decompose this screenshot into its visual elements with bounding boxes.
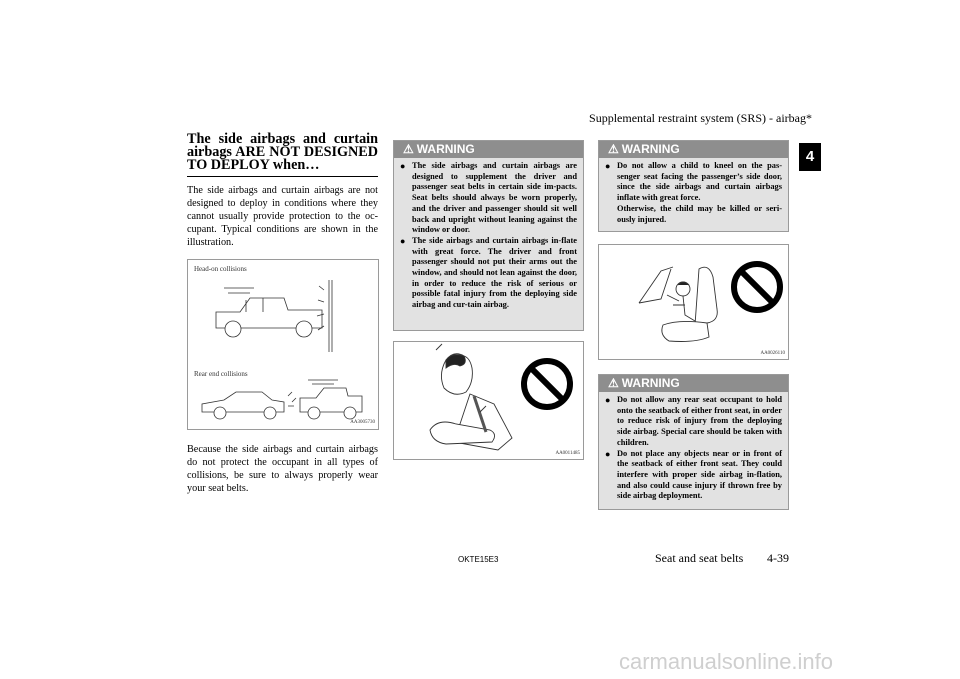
bullet-icon: ● [400, 235, 406, 246]
bullet-icon: ● [605, 395, 611, 405]
warning-box-side-impact [393, 140, 584, 331]
collision-illustration [187, 259, 379, 430]
warning-box-rear-occupant [598, 374, 789, 510]
bullet-icon: ● [400, 161, 406, 171]
wall [317, 280, 332, 352]
leaning-occupant-illustration [393, 341, 584, 460]
watermark: carmanualsonline.info [619, 649, 834, 674]
rear-end-label: Rear end collisions [194, 370, 248, 378]
running-header: Supplemental restraint system (SRS) - airbag* [589, 111, 812, 125]
warning-item: ● Do not allow a child to kneel on the pas-senger seat facing the passenger’s side door, since the side airbags and curtain airbags inflate with great force. Otherwise, the child may be killed or seri-ously injured. [605, 161, 782, 224]
section-heading: The side airbags and curtain airbags ARE NOT DESIGNED TO DEPLOY when… [187, 131, 378, 173]
warning-item: ● Do not allow any rear seat occupant to hold onto the seatback of either front seat, in order to reduce risk of injury from the deploying side airbag. Special care should be taken with children. [605, 395, 782, 447]
warning-item: ● Do not place any objects near or in front of the seatback of either front seat. They could interfere with proper side airbag in-flation, and also could cause injury if thrown free by side airbag deployment. [605, 448, 782, 501]
child-kneeling-illustration [598, 244, 789, 360]
warning-triangle-icon: ⚠ [403, 142, 414, 156]
warning-triangle-icon: ⚠ [608, 376, 619, 390]
seatbelt-paragraph: Because the side airbags and curtain airbags do not protect the occupant in all types of collisions, be sure to always properly wear your seat belts. [187, 444, 378, 494]
warning-title: WARNING [416, 142, 475, 156]
chapter-tab: 4 [799, 143, 821, 171]
warning-triangle-icon: ⚠ [608, 142, 619, 156]
warning-title: WARNING [621, 376, 680, 390]
warning-header [394, 141, 583, 158]
warning-title: WARNING [621, 142, 680, 156]
leaning-occupant-drawing [394, 342, 583, 459]
pickup-truck-head-on [216, 288, 322, 337]
warning-item: ● The side airbags and curtain airbags are designed to supplement the driver and passenger seat belts in certain side im-pacts. Seat belts should always be worn properly, and the driver and passenger should sit well back and upright without leaning against the window or door. [400, 161, 577, 235]
warning-header [599, 141, 788, 158]
person-leaning [430, 344, 512, 450]
prohibition-sign-icon [734, 264, 780, 310]
heading-rule [187, 176, 378, 177]
figure-code: AA0011485 [555, 451, 580, 456]
page-number: 4-39 [767, 551, 789, 565]
seat-and-child [639, 267, 717, 342]
intro-paragraph: The side airbags and curtain airbags are not designed to deploy in conditions where they cannot usually provide protection to the oc-cupant. Typical conditions are shown in the illustration. [187, 185, 378, 248]
bullet-icon: ● [605, 161, 611, 171]
warning-item: ● The side airbags and curtain airbags in-flate with great force. The driver and front passenger should not put their arms out the window, and should not lean against the door, in order to reduce the risk of serious or possible fatal injury from the deploying side airbag and cur-tain airbag. [400, 235, 577, 310]
figure-code: AA3005730 [350, 420, 375, 425]
figure-code: AA0026110 [760, 351, 785, 356]
collision-drawing [188, 260, 378, 429]
child-kneeling-drawing [599, 245, 788, 359]
bullet-icon: ● [605, 448, 611, 459]
document-code: OKTE15E3 [458, 555, 499, 564]
rear-end-vehicles [202, 380, 362, 419]
footer-section-title: Seat and seat belts [655, 551, 744, 565]
prohibition-sign-icon [524, 361, 570, 407]
left-column [187, 133, 378, 250]
warning-box-child-kneel [598, 140, 789, 232]
head-on-label: Head-on collisions [194, 265, 247, 273]
warning-header [599, 375, 788, 392]
